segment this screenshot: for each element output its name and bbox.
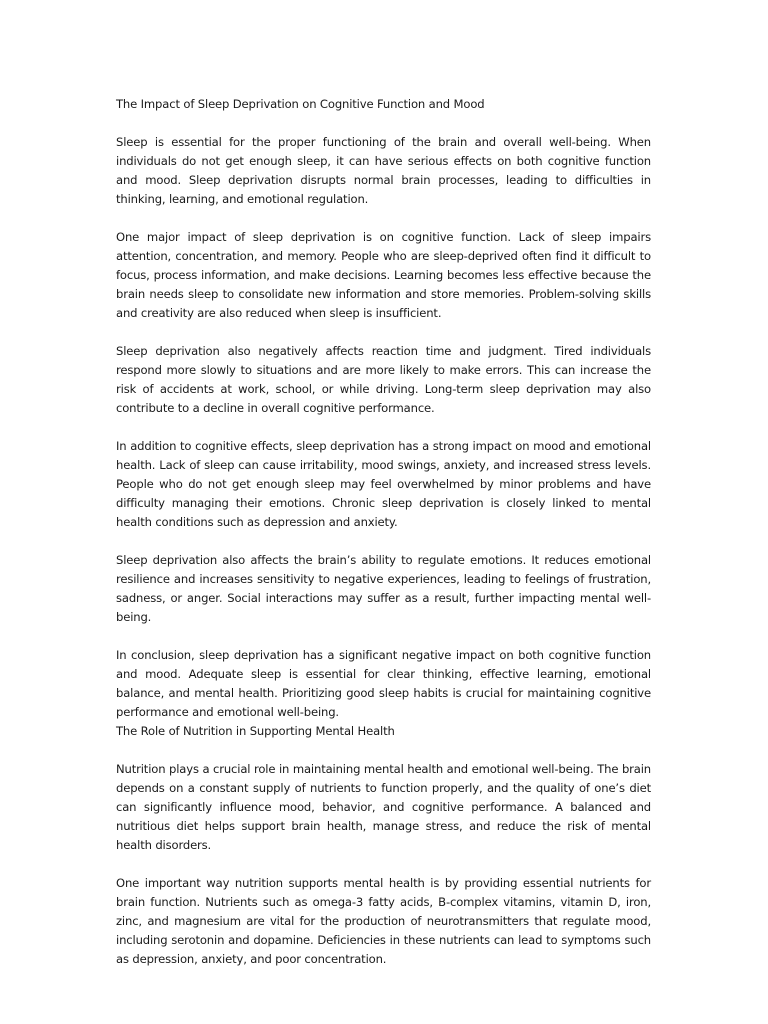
paragraph: Sleep is essential for the proper functioning of the brain and overall well-being. When individuals do not get enough sleep, it can have serious effects on both cognitive function and mood. Sleep deprivation disrupts normal brain processes, leading to difficulties in thinking, learning, and emotional regulation. <box>116 135 651 206</box>
paragraph: One major impact of sleep deprivation is on cognitive function. Lack of sleep impairs attention, concentration, and memory. People who are sleep-deprived often find it difficult to focus, process information, and make decisions. Learning becomes less effective because the brain needs sleep to consolidate new information and store memories. Problem-solving skills and creativity are also reduced when sleep is insufficient. <box>116 230 651 320</box>
paragraph: Nutrition plays a crucial role in maintaining mental health and emotional well-being. The brain depends on a constant supply of nutrients to function properly, and the quality of one’s diet can significantly influence mood, behavior, and cognitive performance. A balanced and nutritious diet helps support brain health, manage stress, and reduce the risk of mental health disorders. <box>116 762 651 852</box>
spacer <box>116 741 651 760</box>
paragraph: In conclusion, sleep deprivation has a significant negative impact on both cognitive function and mood. Adequate sleep is essential for clear thinking, effective learning, emotional balance, and mental health. Prioritizing good sleep habits is crucial for maintaining cognitive performance and emotional well-being. <box>116 648 651 719</box>
spacer <box>116 209 651 228</box>
document-page <box>116 95 651 969</box>
spacer <box>116 323 651 342</box>
paragraph: One important way nutrition supports mental health is by providing essential nutrients for brain function. Nutrients such as omega-3 fatty acids, B-complex vitamins, vitamin D, iron, zinc, and magnesium are vital for the production of neurotransmitters that regulate mood, including serotonin and dopamine. Deficiencies in these nutrients can lead to symptoms such as depression, anxiety, and poor concentration. <box>116 876 651 966</box>
paragraph: In addition to cognitive effects, sleep deprivation has a strong impact on mood and emotional health. Lack of sleep can cause irritability, mood swings, anxiety, and increased stress levels. People who do not get enough sleep may feel overwhelmed by minor problems and have difficulty managing their emotions. Chronic sleep deprivation is closely linked to mental health conditions such as depression and anxiety. <box>116 439 651 529</box>
spacer <box>116 855 651 874</box>
spacer <box>116 627 651 646</box>
section-title-nutrition: The Role of Nutrition in Supporting Mental Health <box>116 724 395 738</box>
paragraph: Sleep deprivation also negatively affects reaction time and judgment. Tired individuals respond more slowly to situations and are more likely to make errors. This can increase the risk of accidents at work, school, or while driving. Long-term sleep deprivation may also contribute to a decline in overall cognitive performance. <box>116 344 651 415</box>
section-title-sleep: The Impact of Sleep Deprivation on Cognitive Function and Mood <box>116 97 485 111</box>
paragraph: Sleep deprivation also affects the brain’s ability to regulate emotions. It reduces emotional resilience and increases sensitivity to negative experiences, leading to feelings of frustration, sadness, or anger. Social interactions may suffer as a result, further impacting mental well-being. <box>116 553 651 624</box>
spacer <box>116 114 651 133</box>
spacer <box>116 532 651 551</box>
spacer <box>116 418 651 437</box>
